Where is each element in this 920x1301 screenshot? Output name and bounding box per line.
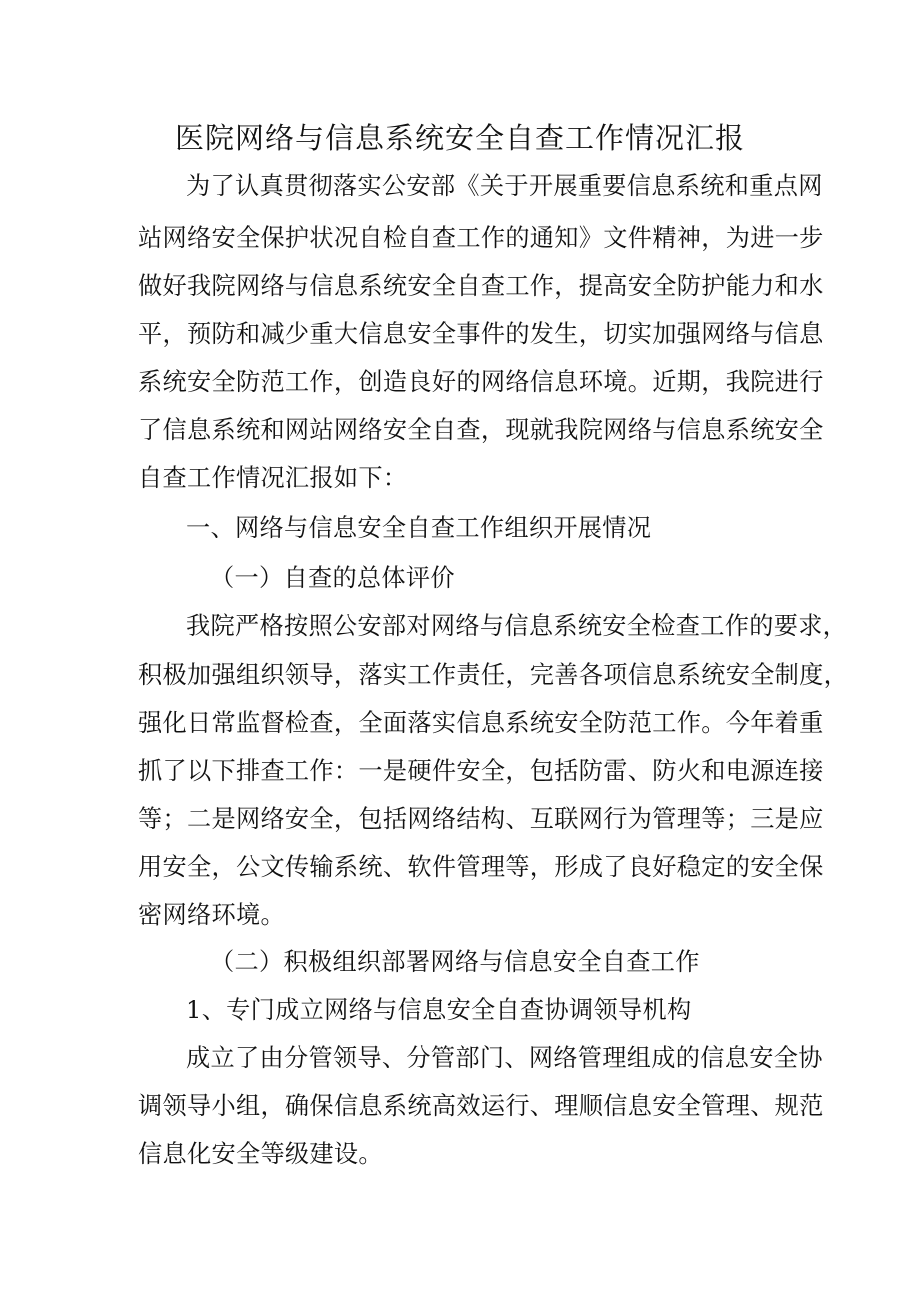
paragraph-line: 密网络环境。 [138, 901, 285, 929]
paragraph-line: 抓了以下排查工作：一是硬件安全，包括防雷、防火和电源连接 [138, 757, 824, 785]
paragraph-line: 系统安全防范工作，创造良好的网络信息环境。近期，我院进行 [138, 368, 824, 396]
subsection-heading: （二）积极组织部署网络与信息安全自查工作 [210, 948, 700, 976]
paragraph-line: 做好我院网络与信息系统安全自查工作，提高安全防护能力和水 [138, 272, 824, 300]
document-title: 医院网络与信息系统安全自查工作情况汇报 [174, 121, 745, 155]
paragraph-line: 为了认真贯彻落实公安部《关于开展重要信息系统和重点网 [186, 172, 823, 200]
paragraph-line: 调领导小组，确保信息系统高效运行、理顺信息安全管理、规范 [138, 1092, 824, 1120]
paragraph-line: 了信息系统和网站网络安全自查，现就我院网络与信息系统安全 [138, 416, 824, 444]
paragraph-line: 信息化安全等级建设。 [138, 1140, 383, 1168]
paragraph-line: 积极加强组织领导，落实工作责任，完善各项信息系统安全制度， [138, 661, 849, 689]
paragraph-line: 成立了由分管领导、分管部门、网络管理组成的信息安全协 [186, 1044, 823, 1072]
paragraph-line: 我院严格按照公安部对网络与信息系统安全检查工作的要求， [186, 612, 848, 640]
item-heading: 1、专门成立网络与信息安全自查协调领导机构 [186, 996, 692, 1024]
paragraph-line: 等；二是网络安全，包括网络结构、互联网行为管理等；三是应 [138, 805, 824, 833]
paragraph-line: 强化日常监督检查，全面落实信息系统安全防范工作。今年着重 [138, 709, 824, 737]
paragraph-line: 站网络安全保护状况自检自查工作的通知》文件精神，为进一步 [138, 224, 824, 252]
subsection-heading: （一）自查的总体评价 [210, 564, 455, 592]
paragraph-line: 用安全，公文传输系统、软件管理等，形成了良好稳定的安全保 [138, 853, 824, 881]
section-heading: 一、网络与信息安全自查工作组织开展情况 [186, 514, 652, 542]
paragraph-line: 平，预防和减少重大信息安全事件的发生，切实加强网络与信息 [138, 320, 824, 348]
paragraph-line: 自查工作情况汇报如下： [138, 464, 408, 492]
